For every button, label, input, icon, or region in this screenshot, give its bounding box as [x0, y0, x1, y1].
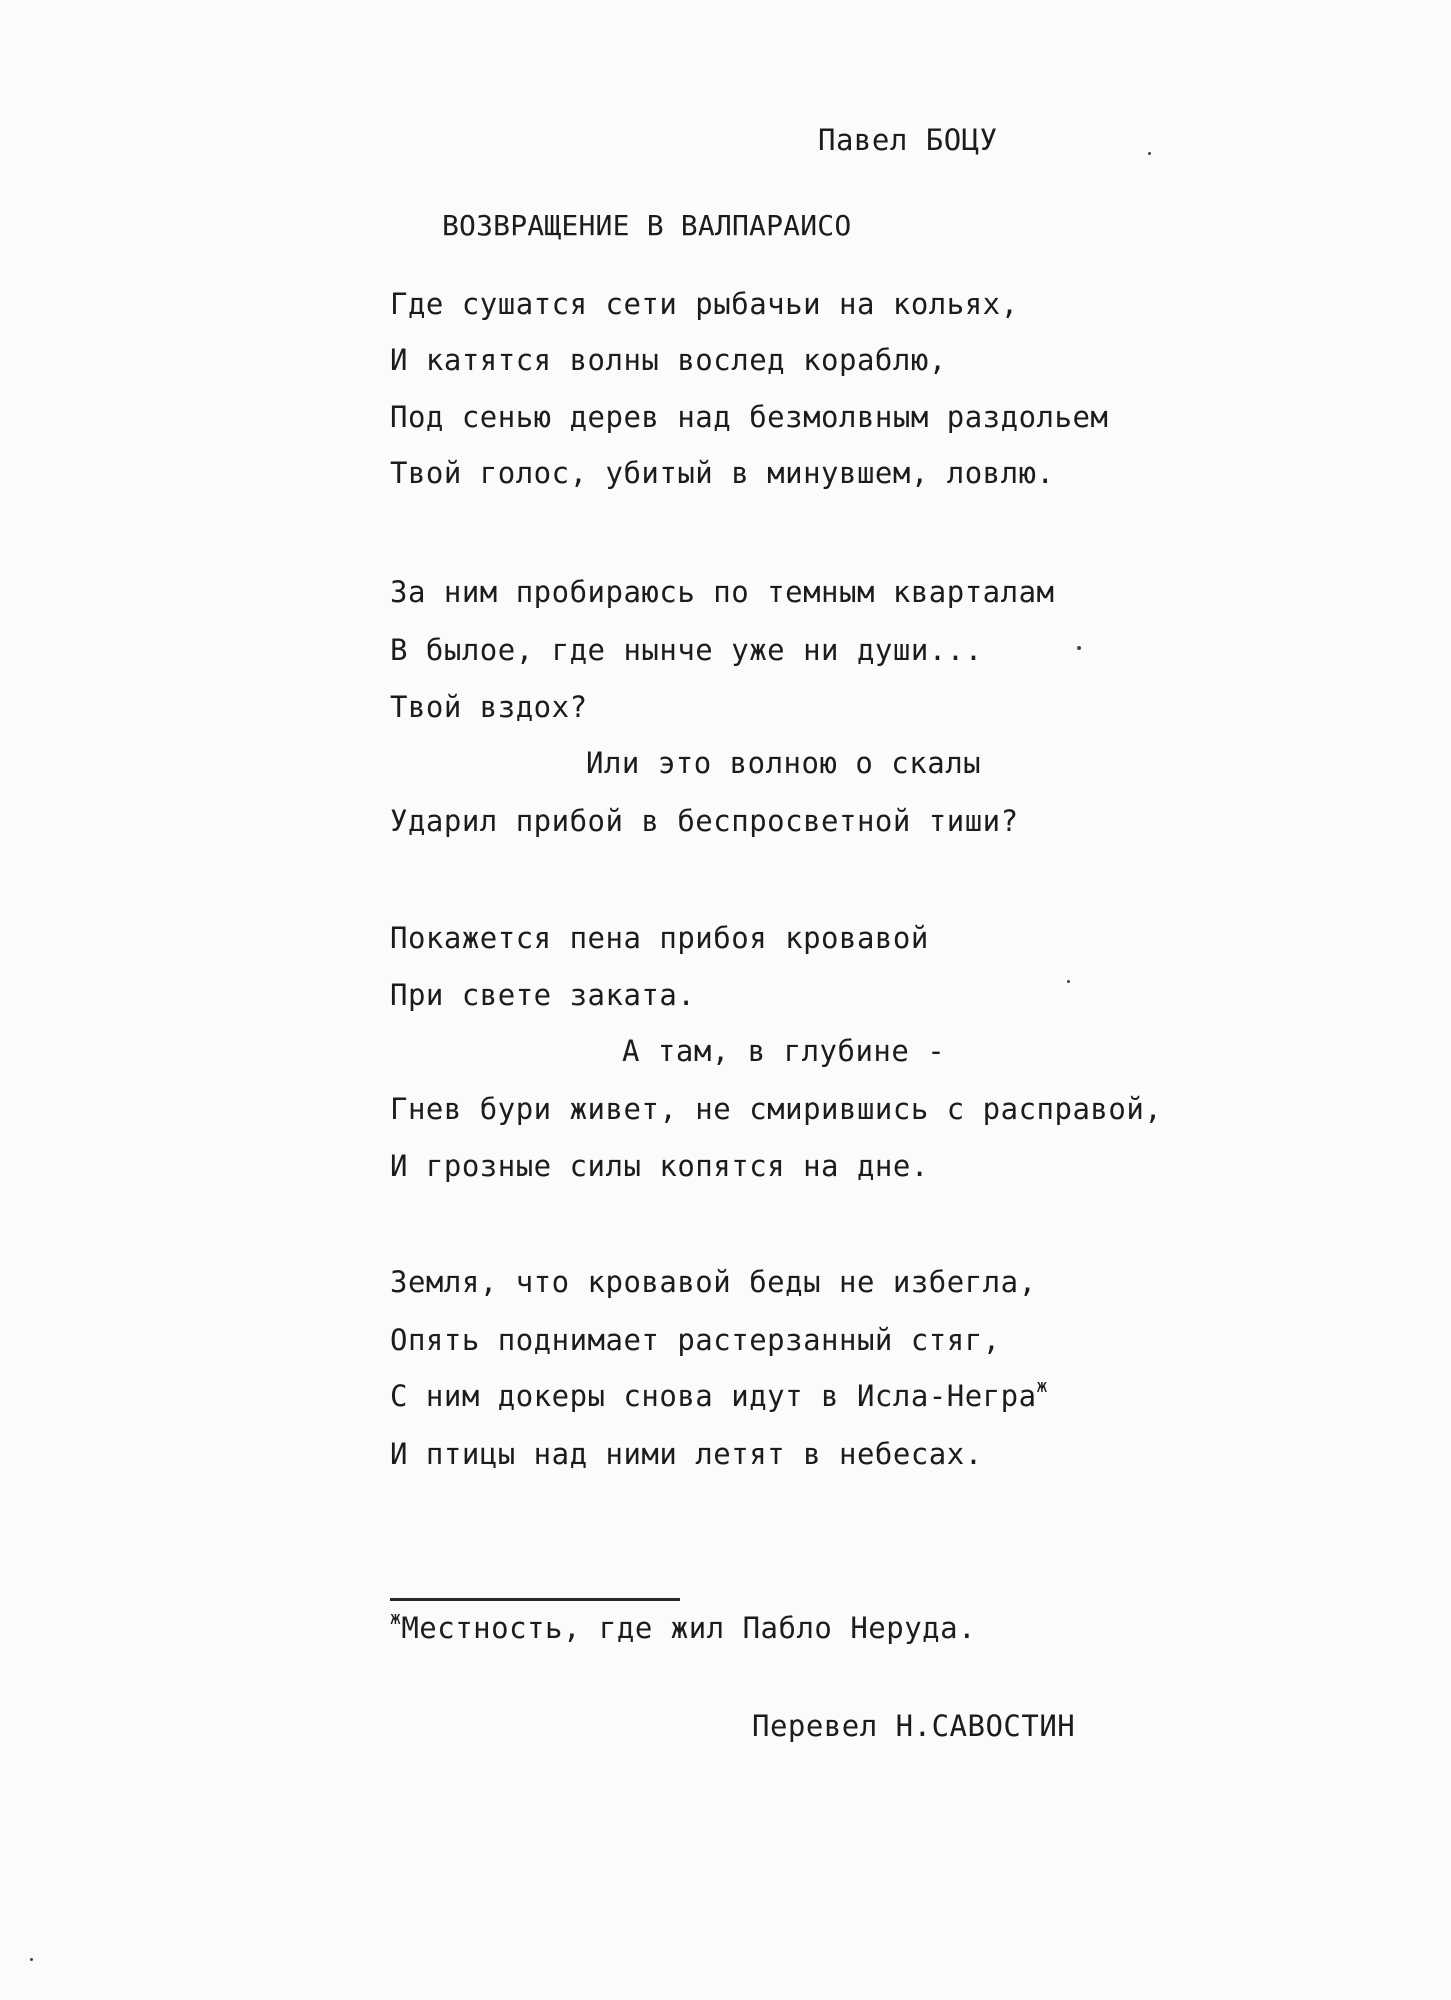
verse-text: С ним докеры снова идут в Исла-Негра [390, 1379, 1037, 1413]
verse-line: Гнев бури живет, не смирившись с расправой, [390, 1092, 1163, 1126]
verse-line: Под сенью дерев над безмолвным раздольем [390, 400, 1109, 434]
footnote-divider [390, 1598, 680, 1601]
poem-title: ВОЗВРАЩЕНИЕ В ВАЛПАРАИСО [442, 209, 852, 242]
verse-line: Покажется пена прибоя кровавой [390, 921, 929, 955]
verse-line: И грозные силы копятся на дне. [390, 1149, 929, 1183]
paper-speck [1148, 152, 1151, 155]
verse-line: Земля, что кровавой беды не избегла, [390, 1265, 1037, 1299]
verse-line: Твой голос, убитый в минувшем, ловлю. [390, 456, 1055, 490]
footnote-marker: ж [1036, 1376, 1048, 1397]
footnote-text: Местность, где жил Пабло Неруда. [401, 1611, 977, 1645]
verse-line: И птицы над ними летят в небесах. [390, 1437, 983, 1471]
paper-speck [30, 1958, 33, 1961]
footnote [390, 1610, 976, 1651]
verse-line: Где сушатся сети рыбачьи на кольях, [390, 287, 1019, 321]
verse-line: Опять поднимает растерзанный стяг, [390, 1323, 1001, 1357]
paper-speck [1067, 980, 1070, 983]
translator-credit: Перевел Н.САВОСТИН [752, 1709, 1076, 1743]
verse-line: Ударил прибой в беспросветной тиши? [390, 804, 1019, 838]
verse-line: Твой вздох? [390, 690, 588, 724]
verse-line: Или это волною о скалы [586, 746, 982, 780]
footnote-marker: ж [390, 1608, 402, 1629]
author-name: Павел БОЦУ [818, 123, 998, 157]
paper-speck [1077, 646, 1081, 650]
verse-line: А там, в глубине - [622, 1034, 946, 1068]
verse-line: При свете заката. [390, 978, 696, 1012]
verse-line [390, 1378, 1048, 1419]
verse-line: В былое, где нынче уже ни души... [390, 633, 983, 667]
verse-line: За ним пробираюсь по темным кварталам [390, 575, 1055, 609]
verse-line: И катятся волны вослед кораблю, [390, 343, 947, 377]
